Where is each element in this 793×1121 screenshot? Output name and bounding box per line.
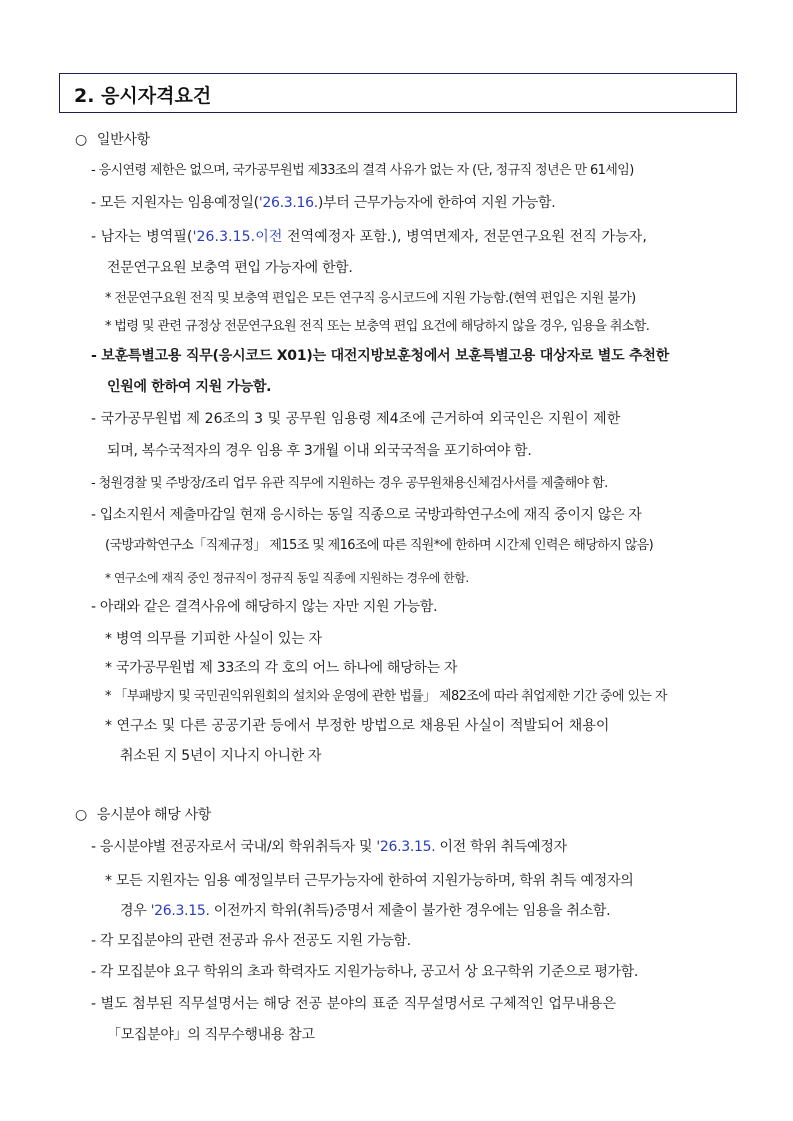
note-degree-expected: * 모든 지원자는 임용 예정일부터 근무가능자에 한하여 지원가능하며, 학위 취득 예정자의 xyxy=(105,873,634,889)
general-heading: ○ 일반사항 xyxy=(75,132,150,148)
note-employee: * 연구소에 재직 중인 정규직이 정규직 동일 직종에 지원하는 경우에 한함. xyxy=(105,571,469,585)
disqualification-article33: * 국가공무원법 제 33조의 각 호의 어느 하나에 해당하는 자 xyxy=(105,660,458,676)
disqualification-military: * 병역 의무를 기피한 사실이 있는 자 xyxy=(105,631,322,647)
field-item-job-description: - 별도 첨부된 직무설명서는 해당 전공 분야의 표준 직무설명서로 구체적인 업무내용은 xyxy=(91,996,617,1012)
general-item-start-date: - 모든 지원자는 임용예정일('26.3.16.)부터 근무가능자에 한하여 지원 가능함. xyxy=(91,195,556,211)
section-title: 2. 응시자격요건 xyxy=(74,85,212,107)
field-item-higher-degree: - 각 모집분야 요구 학위의 초과 학력자도 지원가능하나, 공고서 상 요구학위 기준으로 평가함. xyxy=(91,964,638,980)
general-item-employee-cont: (국방과학연구소「직제규정」 제15조 및 제16조에 따른 직원*에 한하며 시간제 인력은 해당하지 않음) xyxy=(105,538,654,553)
general-item-military-cont: 전문연구요원 보충역 편입 가능자에 한함. xyxy=(107,260,353,276)
general-item-military: - 남자는 병역필('26.3.15.이전 전역예정자 포함.), 병역면제자, 전문연구요원 전직 가능자, xyxy=(91,229,647,245)
general-item-health-check: - 청원경찰 및 주방장/조리 업무 유관 직무에 지원하는 경우 공무원채용신체검사서를 제출해야 함. xyxy=(91,476,608,491)
circle-bullet-icon: ○ xyxy=(75,132,87,148)
general-item-foreigner: - 국가공무원법 제 26조의 3 및 공무원 임용령 제4조에 근거하여 외국인은 지원이 제한 xyxy=(91,411,621,427)
field-item-related-major: - 각 모집분야의 관련 전공과 유사 전공도 지원 가능함. xyxy=(91,933,411,949)
note-research-cancel: * 법령 및 관련 규정상 전문연구요원 전직 또는 보충역 편입 요건에 해당하지 않을 경우, 임용을 취소함. xyxy=(105,319,650,334)
note-research-transfer: * 전문연구요원 전직 및 보충역 편입은 모든 연구직 응시코드에 지원 가능함.(현역 편입은 지원 불가) xyxy=(105,291,636,306)
general-item-veterans: - 보훈특별고용 직무(응시코드 X01)는 대전지방보훈청에서 보훈특별고용 대상자로 별도 추천한 xyxy=(91,348,670,364)
note-degree-expected-cont: 경우 '26.3.15. 이전까지 학위(취득)증명서 제출이 불가한 경우에는 임용을 취소함. xyxy=(120,903,611,919)
general-item-employee: - 입소지원서 제출마감일 현재 응시하는 동일 직종으로 국방과학연구소에 재직 중이지 않은 자 xyxy=(91,507,642,523)
general-item-disqualification: - 아래와 같은 결격사유에 해당하지 않는 자만 지원 가능함. xyxy=(91,599,438,615)
general-item-veterans-cont: 인원에 한하여 지원 가능함. xyxy=(107,379,272,395)
field-item-degree: - 응시분야별 전공자로서 국내/외 학위취득자 및 '26.3.15. 이전 학위 취득예정자 xyxy=(91,839,567,855)
disqualification-anticorruption: * 「부패방지 및 국민권익위원회의 설치와 운영에 관한 법률」 제82조에 따라 취업제한 기간 중에 있는 자 xyxy=(105,689,667,704)
disqualification-fraud: * 연구소 및 다른 공공기관 등에서 부정한 방법으로 채용된 사실이 적발되어 채용이 xyxy=(105,718,610,734)
field-heading: ○ 응시분야 해당 사항 xyxy=(75,807,212,823)
circle-bullet-icon: ○ xyxy=(75,807,87,823)
general-item-age: - 응시연령 제한은 없으며, 국가공무원법 제33조의 결격 사유가 없는 자 (단, 정규직 정년은 만 61세임) xyxy=(91,163,634,178)
disqualification-fraud-cont: 취소된 지 5년이 지나지 아니한 자 xyxy=(120,748,322,764)
section-title-box xyxy=(59,73,737,113)
general-item-foreigner-cont: 되며, 복수국적자의 경우 임용 후 3개월 이내 외국국적을 포기하여야 함. xyxy=(107,443,532,459)
field-item-job-description-cont: 「모집분야」의 직무수행내용 참고 xyxy=(107,1027,315,1043)
